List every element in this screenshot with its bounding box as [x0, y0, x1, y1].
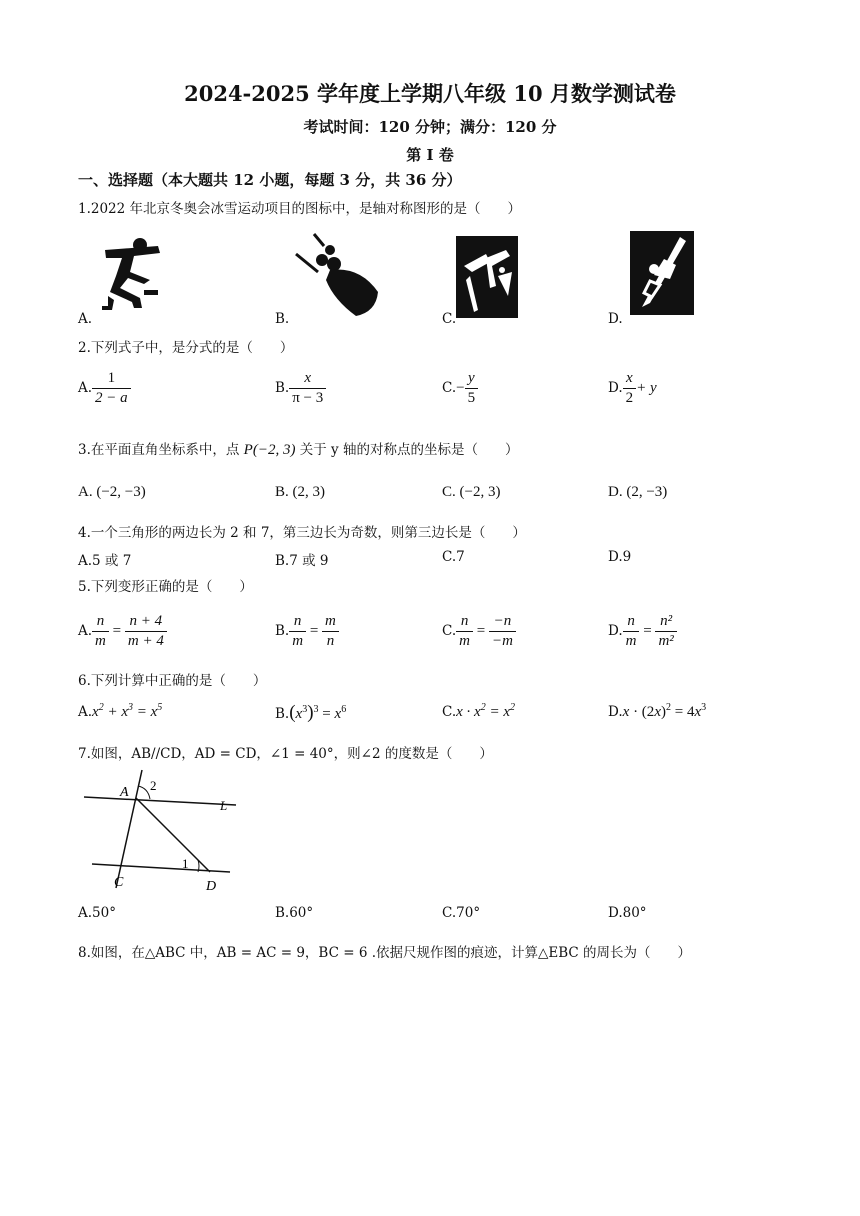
q1-option-b-label: B. — [275, 311, 290, 327]
q5-option-d: D. $\frac{n}{m}$ = $\frac{\text{n²}}{\text{m²}}$ — [608, 612, 677, 651]
q7-point-d-label: D — [206, 879, 217, 894]
q3-option-d: D. (2, −3) — [608, 484, 668, 500]
q5-option-c: C. $\frac{n}{m}$ = $\frac{-n}{-m}$ — [442, 612, 516, 651]
question-6-stem: 6.下列计算中正确的是（ ） — [78, 673, 267, 689]
curling-pictogram-icon — [290, 230, 382, 320]
question-7-stem: 7.如图，AB//CD，AD = CD，∠1 = 40°，则∠2 的度数是（ ） — [78, 746, 493, 762]
q7-option-b: B.60° — [275, 905, 314, 921]
q3-option-b: B. (2, 3) — [275, 484, 325, 500]
q7-option-c: C.70° — [442, 905, 481, 921]
q7-line-l-label: L — [220, 798, 228, 813]
q3-option-a: A. (−2, −3) — [78, 484, 146, 500]
q6-option-c: $C.x \cdot x^2 = x^2$ — [442, 702, 515, 720]
snowboard-pictogram-icon — [630, 231, 694, 315]
q4-option-a: A.5 或 7 — [78, 553, 132, 569]
q7-option-d: D.80° — [608, 905, 647, 921]
q7-angle-1-label: 1 — [182, 856, 189, 871]
question-3-stem: 3.在平面直角坐标系中，点 P(−2, 3) 关于 y 轴的对称点的坐标是（ ） — [78, 442, 519, 458]
q1-option-c-label: C. — [442, 311, 457, 327]
q2-option-b: B. $\frac{x}{\pi - 3}$ — [275, 369, 326, 408]
q3-option-c: C. (−2, 3) — [442, 484, 501, 500]
q2-option-c: C.− $\frac{y}{5}$ — [442, 369, 478, 408]
q5-option-a: A. $\frac{n}{m}$ = $\frac{n + 4}{m + 4}$ — [78, 612, 167, 651]
exam-title: 2024-2025 学年度上学期八年级 10 月数学测试卷 — [184, 81, 676, 106]
question-8-stem: 8.如图，在△ABC 中，AB = AC = 9，BC = 6 .依据尺规作图的痕迹，计算△EBC 的周长为（ ） — [78, 945, 692, 961]
exam-subtitle: 考试时间：120 分钟；满分：120 分 — [303, 118, 557, 136]
q5-option-b: B. $\frac{n}{m}$ = $\frac{m}{n}$ — [275, 612, 339, 651]
ski-jump-pictogram-icon — [456, 236, 518, 318]
q4-option-d: D.9 — [608, 549, 632, 565]
q2-option-d: D. $\frac{x}{2}$ + y — [608, 370, 657, 406]
q7-option-a: A.50° — [78, 905, 116, 921]
q6-option-a: $A.x^2 + x^3 = x^5$ — [78, 702, 163, 720]
q4-option-b: B.7 或 9 — [275, 553, 329, 569]
q1-option-d-label: D. — [608, 311, 623, 327]
q1-option-a-label: A. — [78, 311, 93, 327]
q6-option-d: $D.x \cdot (2x)^2 = 4x^3$ — [608, 702, 707, 720]
q7-point-c-label: C — [114, 875, 124, 890]
q7-point-a-label: A — [120, 785, 129, 800]
q4-option-c: C.7 — [442, 549, 465, 565]
question-1-stem: 1.2022 年北京冬奥会冰雪运动项目的图标中，是轴对称图形的是（ ） — [78, 201, 522, 217]
question-2-stem: 2.下列式子中，是分式的是（ ） — [78, 340, 294, 356]
question-5-stem: 5.下列变形正确的是（ ） — [78, 579, 253, 595]
q7-angle-2-label: 2 — [150, 778, 157, 793]
q2-option-a: A. $\frac{1}{2 - a}$ — [78, 369, 131, 408]
q6-option-b: $B.(x^3)^3 = x^6$ — [275, 702, 347, 723]
question-4-stem: 4.一个三角形的两边长为 2 和 7，第三边长为奇数，则第三边长是（ ） — [78, 525, 526, 541]
volume-heading: 第 I 卷 — [406, 146, 454, 164]
section-heading: 一、选择题（本大题共 12 小题，每题 3 分，共 36 分） — [78, 171, 462, 189]
q7-geometry-figure — [80, 764, 240, 896]
skater-pictogram-icon — [100, 236, 162, 312]
